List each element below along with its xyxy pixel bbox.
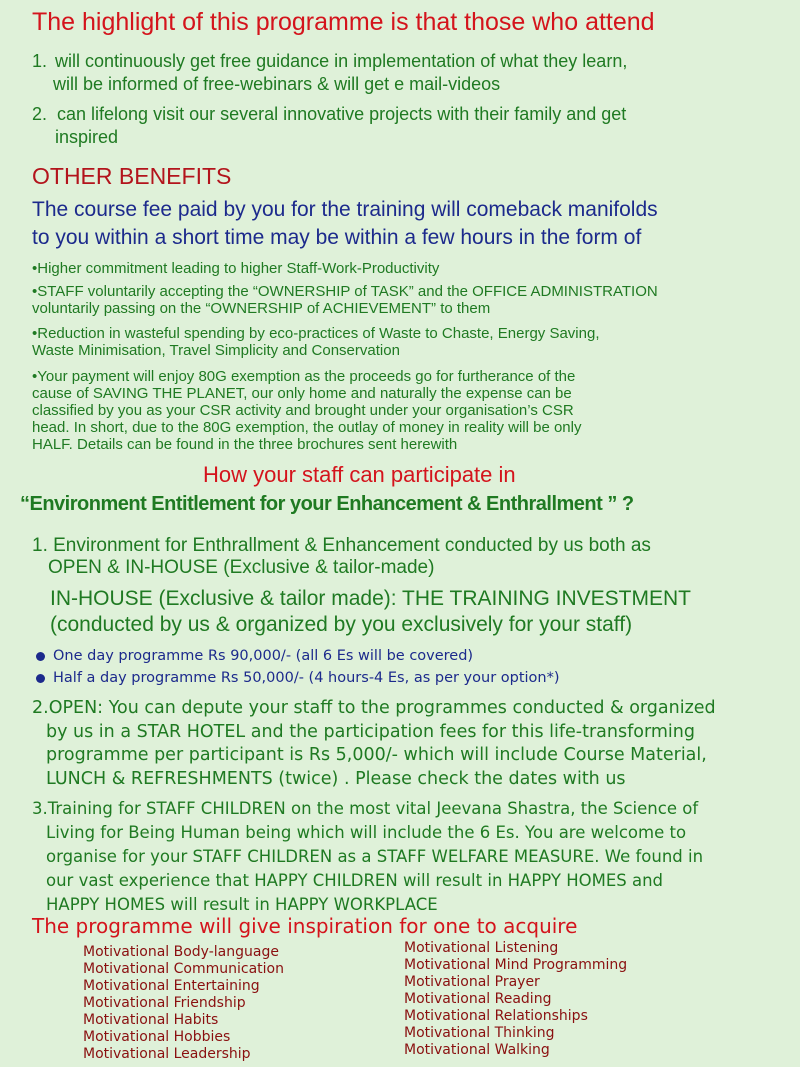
benefit-bullet-3 <box>32 325 600 359</box>
acquire-left-item: Motivational Habits <box>83 1012 219 1028</box>
highlight-item-1-num: 1. <box>32 51 48 71</box>
highlight-item-2-num: 2. <box>32 104 48 124</box>
highlight-item-1-line2: will be informed of free-webinars & will get e mail-videos <box>53 74 501 94</box>
other-benefits-title: OTHER BENEFITS <box>32 163 232 189</box>
acquire-left-list <box>83 944 284 1063</box>
participate-item-1-line2: OPEN & IN-HOUSE (Exclusive & tailor-made) <box>48 557 435 578</box>
benefits-intro-line1: The course fee paid by you for the training will comeback manifolds <box>32 198 658 221</box>
price-one-day-text: One day programme Rs 90,000/- (all 6 Es will be covered) <box>53 648 474 664</box>
benefit-bullet-2-line1: •STAFF voluntarily accepting the “OWNERSHIP of TASK” and the OFFICE ADMINISTRATION <box>32 283 658 300</box>
highlight-item-1-line1: will continuously get free guidance in implementation of what they learn, <box>55 51 628 71</box>
acquire-right-list <box>404 940 627 1059</box>
acquire-left-item: Motivational Communication <box>83 961 284 977</box>
bullet-dot-icon <box>36 652 45 661</box>
benefit-bullet-4-line3: classified by you as your CSR activity and brought under your organisation’s CSR <box>32 402 574 419</box>
benefit-bullet-3-line2: Waste Minimisation, Travel Simplicity and Conservation <box>32 342 400 359</box>
benefit-bullet-3-line1: •Reduction in wasteful spending by eco-practices of Waste to Chaste, Energy Saving, <box>32 325 600 342</box>
open-line1: 2.OPEN: You can depute your staff to the programmes conducted & organized <box>32 698 716 718</box>
benefits-intro-line2: to you within a short time may be within a few hours in the form of <box>32 226 642 249</box>
participate-title: How your staff can participate in <box>203 462 516 487</box>
acquire-right-item: Motivational Thinking <box>404 1025 555 1041</box>
benefit-bullet-4-line2: cause of SAVING THE PLANET, our only home and naturally the expense can be <box>32 385 572 402</box>
open-line2: by us in a STAR HOTEL and the participation fees for this life-transforming <box>46 721 695 742</box>
benefit-bullet-1-line1: •Higher commitment leading to higher Staff-Work-Productivity <box>32 260 440 277</box>
benefit-bullet-2-line2: voluntarily passing on the “OWNERSHIP of ACHIEVEMENT” to them <box>32 300 491 317</box>
acquire-left-item: Motivational Entertaining <box>83 978 260 994</box>
acquire-left-item: Motivational Leadership <box>83 1046 251 1062</box>
benefit-bullet-1 <box>32 260 439 277</box>
open-line3: programme per participant is Rs 5,000/- which will include Course Material, <box>46 745 707 765</box>
open-block <box>32 697 716 791</box>
price-one-day <box>36 648 473 664</box>
participate-subtitle: “Environment Entitlement for your Enhancement & Enthrallment ” ? <box>20 493 634 515</box>
acquire-right-item: Motivational Reading <box>404 991 552 1007</box>
acquire-left-item: Motivational Hobbies <box>83 1029 231 1045</box>
acquire-right-item: Motivational Prayer <box>404 974 540 990</box>
children-line3: organise for your STAFF CHILDREN as a STAFF WELFARE MEASURE. We found in <box>46 847 704 866</box>
children-block <box>32 797 703 917</box>
benefit-bullet-2 <box>32 283 658 317</box>
inhouse-line2: (conducted by us & organized by you exclusively for your staff) <box>50 613 633 636</box>
children-line2: Living for Being Human being which will include the 6 Es. You are welcome to <box>46 823 687 842</box>
acquire-right-item: Motivational Walking <box>404 1042 550 1058</box>
acquire-left-item: Motivational Friendship <box>83 995 246 1011</box>
inhouse-line1: IN-HOUSE (Exclusive & tailor made): THE TRAINING INVESTMENT <box>50 587 692 610</box>
acquire-right-item: Motivational Relationships <box>404 1008 588 1024</box>
price-half-day <box>36 670 560 686</box>
acquire-right-item: Motivational Mind Programming <box>404 957 628 973</box>
participate-item-1-line1: 1. Environment for Enthrallment & Enhancement conducted by us both as <box>32 535 651 556</box>
price-half-day-text: Half a day programme Rs 50,000/- (4 hours-4 Es, as per your option*) <box>53 670 560 686</box>
acquire-left-item: Motivational Body-language <box>83 944 279 960</box>
open-line4: LUNCH & REFRESHMENTS (twice) . Please check the dates with us <box>46 768 626 789</box>
benefit-bullet-4 <box>32 368 582 453</box>
benefit-bullet-4-line1: •Your payment will enjoy 80G exemption as the proceeds go for furtherance of the <box>32 368 576 385</box>
children-line4: our vast experience that HAPPY CHILDREN will result in HAPPY HOMES and <box>46 871 664 890</box>
children-line5: HAPPY HOMES will result in HAPPY WORKPLACE <box>46 895 438 914</box>
benefit-bullet-4-line4: head. In short, due to the 80G exemption, the outlay of money in reality will be only <box>32 419 582 436</box>
bullet-dot-icon <box>36 674 45 683</box>
benefit-bullet-4-line5: HALF. Details can be found in the three brochures sent herewith <box>32 436 458 453</box>
acquire-right-item: Motivational Listening <box>404 940 559 956</box>
acquire-title: The programme will give inspiration for one to acquire <box>32 914 578 938</box>
highlight-title: The highlight of this programme is that those who attend <box>32 8 655 36</box>
highlight-item-2-line1: can lifelong visit our several innovative projects with their family and get <box>57 104 627 124</box>
highlight-item-2-line2: inspired <box>55 127 119 147</box>
children-line1: 3.Training for STAFF CHILDREN on the most vital Jeevana Shastra, the Science of <box>32 799 699 818</box>
